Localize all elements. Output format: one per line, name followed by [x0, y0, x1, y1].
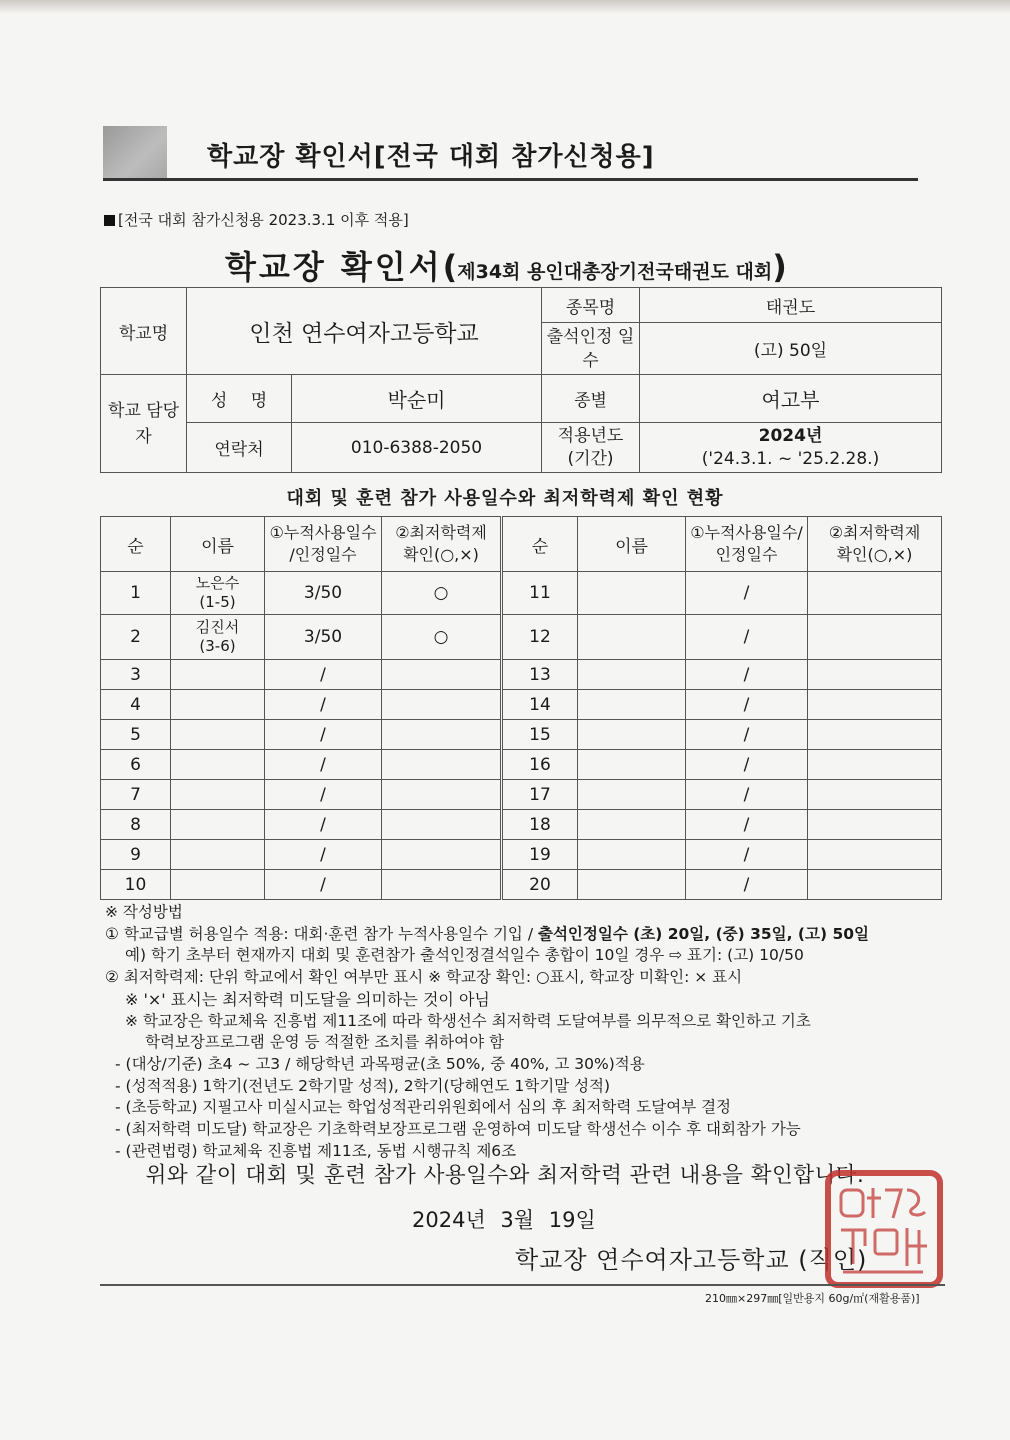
- student-name: 김진서: [195, 618, 240, 636]
- instruction-item-5: - (관련법령) 학교체육 진흥법 제11조, 동법 시행규칙 제6조: [115, 1141, 517, 1160]
- instruction-item-4: - (최저학력 미도달) 학교장은 기초학력보장프로그램 운영하여 미도달 학생선수 이수 후 대회참가 가능: [115, 1120, 801, 1139]
- issue-date: [412, 1204, 596, 1234]
- header-no-left: 순: [101, 517, 171, 572]
- square-bullet-icon: [104, 215, 115, 226]
- table-row: [101, 810, 942, 840]
- row-days: /: [686, 780, 808, 810]
- table-row: [101, 840, 942, 870]
- title-paren-close: ): [772, 248, 787, 286]
- header-name-right: 이름: [578, 517, 686, 572]
- row-days: 3/50: [265, 572, 382, 615]
- instruction-note-1: ※ '×' 표시는 최저학력 미도달을 의미하는 것이 아님: [125, 989, 490, 1009]
- official-seal-stamp: [823, 1168, 945, 1290]
- row-check: [808, 615, 942, 660]
- row-no: 2: [101, 615, 171, 660]
- sport-label: 종목명: [542, 288, 640, 323]
- header-days-right: [686, 517, 808, 572]
- row-days: /: [686, 750, 808, 780]
- school-label: 학교명: [101, 288, 187, 375]
- table-row: [101, 780, 942, 810]
- row-days: /: [265, 690, 382, 720]
- table-row: [101, 870, 942, 900]
- instruction-item-2: - (성적적용) 1학기(전년도 2학기말 성적), 2학기(당해연도 1학기말 성적): [115, 1076, 611, 1095]
- notice-line: [104, 209, 409, 230]
- year-value: 2024년: [758, 425, 823, 446]
- header-check-right: [808, 517, 942, 572]
- year-label-cell: [542, 423, 640, 473]
- row-check: [808, 572, 942, 615]
- header-check-left-2: 확인(○,×): [403, 545, 479, 564]
- row-no: 9: [101, 840, 171, 870]
- attend-value: (고) 50일: [640, 323, 942, 375]
- header-days-left-2: /인정일수: [289, 545, 357, 564]
- row-days: /: [265, 780, 382, 810]
- row-name: [171, 870, 265, 900]
- row-check: [808, 660, 942, 690]
- instruction-note-2b: 학력보장프로그램 운영 등 적절한 조치를 취하여야 함: [145, 1033, 504, 1052]
- date-month: 3월: [500, 1208, 535, 1232]
- row-name: [171, 615, 265, 660]
- row-name: [578, 572, 686, 615]
- instruction-1: [105, 924, 945, 946]
- row-days: /: [265, 720, 382, 750]
- row-name: [578, 750, 686, 780]
- scan-edge-shadow: [0, 0, 1010, 14]
- row-no: 1: [101, 572, 171, 615]
- year-sub-label: (기간): [567, 448, 614, 469]
- instruction-item-1: - (대상/기준) 초4 ~ 고3 / 해당학년 과목평균(초 50%, 중 40%, 고 30%)적용: [115, 1054, 645, 1073]
- header-check-left: [382, 517, 502, 572]
- row-check: [382, 720, 502, 750]
- row-name: [578, 870, 686, 900]
- row-name: [171, 660, 265, 690]
- school-value: 인천 연수여자고등학교: [187, 288, 542, 375]
- table-row: [101, 660, 942, 690]
- header-days-left: [265, 517, 382, 572]
- bottom-rule: [100, 1284, 945, 1286]
- row-no: 13: [502, 660, 578, 690]
- row-no: 3: [101, 660, 171, 690]
- row-check: [808, 810, 942, 840]
- row-name: [171, 690, 265, 720]
- row-name: [171, 840, 265, 870]
- title-paren-open: (: [442, 248, 458, 286]
- row-no: 6: [101, 750, 171, 780]
- row-days: /: [686, 720, 808, 750]
- row-check: [808, 780, 942, 810]
- row-check: [382, 780, 502, 810]
- document-title-main: 학교장 확인서: [225, 248, 443, 286]
- header-name-left: 이름: [171, 517, 265, 572]
- manager-label: 학교 담당자: [101, 375, 187, 473]
- contact-value: 010-6388-2050: [292, 423, 542, 473]
- row-name: [171, 572, 265, 615]
- row-days: /: [686, 810, 808, 840]
- instructions: [105, 902, 945, 1162]
- notice-text: [전국 대회 참가신청용 2023.3.1 이후 적용]: [118, 211, 409, 229]
- instruction-2: ② 최저학력제: 단위 학교에서 확인 여부만 표시 ※ 학교장 확인: ○표시, 학교장 미확인: × 표시: [105, 968, 743, 987]
- header-check-right-1: ②최저학력제: [828, 523, 921, 542]
- section-title: 대회 및 훈련 참가 사용일수와 최저학력제 확인 현황: [286, 488, 724, 509]
- row-days: /: [686, 660, 808, 690]
- name-label: 성 명: [187, 375, 292, 423]
- header-check-right-2: 확인(○,×): [836, 545, 913, 564]
- year-value-cell: [640, 423, 942, 473]
- gender-label: 종별: [542, 375, 640, 423]
- row-no: 16: [502, 750, 578, 780]
- row-days: /: [265, 660, 382, 690]
- attend-label: 출석인정 일수: [542, 323, 640, 375]
- row-check: [808, 690, 942, 720]
- gender-value: 여고부: [640, 375, 942, 423]
- table-row: [101, 750, 942, 780]
- row-name: [171, 780, 265, 810]
- row-no: 5: [101, 720, 171, 750]
- period-value: ('24.3.1. ~ '25.2.28.): [701, 448, 880, 469]
- banner-title: 학교장 확인서[전국 대회 참가신청용]: [207, 142, 655, 172]
- row-check: [382, 840, 502, 870]
- instructions-title: ※ 작성방법: [105, 903, 183, 921]
- header-days-left-1: ①누적사용일수: [269, 523, 377, 542]
- row-name: [578, 810, 686, 840]
- instruction-1-bold: 출석인정일수 (초) 20일, (중) 35일, (고) 50일: [537, 924, 870, 943]
- instruction-1-text: ① 학교급별 허용일수 적용: 대회·훈련 참가 누적사용일수 기입 /: [105, 924, 538, 943]
- row-no: 14: [502, 690, 578, 720]
- row-days: /: [686, 572, 808, 615]
- row-name: [578, 720, 686, 750]
- instruction-item-3: - (초등학교) 지필고사 미실시교는 학업성적관리위원회에서 심의 후 최저학력 도달여부 결정: [115, 1098, 732, 1117]
- year-label: 적용년도: [557, 425, 624, 446]
- table-row: [101, 690, 942, 720]
- name-value: 박순미: [292, 375, 542, 423]
- row-no: 4: [101, 690, 171, 720]
- row-days: 3/50: [265, 615, 382, 660]
- row-name: [578, 780, 686, 810]
- header-check-left-1: ②최저학력제: [395, 523, 487, 542]
- header-no-right: 순: [502, 517, 578, 572]
- confirmation-statement: 위와 같이 대회 및 훈련 참가 사용일수와 최저학력 관련 내용을 확인합니다.: [145, 1163, 865, 1188]
- instruction-note-2: ※ 학교장은 학교체육 진흥법 제11조에 따라 학생선수 최저학력 도달여부를 의무적으로 확인하고 기초: [125, 1011, 811, 1030]
- row-check: [808, 870, 942, 900]
- instruction-example: 예) 학기 초부터 현재까지 대회 및 훈련참가 출석인정결석일수 총합이 10일 경우 ⇨ 표기: (고) 10/50: [125, 946, 804, 965]
- row-no: 8: [101, 810, 171, 840]
- row-days: /: [265, 870, 382, 900]
- row-days: /: [265, 840, 382, 870]
- principal-signature: [515, 1240, 867, 1275]
- banner-underline: [103, 178, 918, 181]
- row-check: [382, 870, 502, 900]
- row-check: [382, 750, 502, 780]
- row-check: ○: [382, 572, 502, 615]
- row-name: [171, 750, 265, 780]
- row-no: 7: [101, 780, 171, 810]
- contact-label: 연락처: [187, 423, 292, 473]
- row-check: ○: [382, 615, 502, 660]
- table-row: [101, 572, 942, 615]
- document-title-event: 제34회 용인대총장기전국태권도 대회: [457, 261, 773, 283]
- row-days: /: [686, 840, 808, 870]
- row-no: 10: [101, 870, 171, 900]
- seal-label: (직인): [798, 1246, 868, 1274]
- row-name: [578, 615, 686, 660]
- row-no: 15: [502, 720, 578, 750]
- records-table: [100, 516, 942, 900]
- date-year: 2024년: [412, 1208, 486, 1232]
- student-grade: (3-6): [199, 637, 236, 655]
- row-days: /: [265, 750, 382, 780]
- table-row: [101, 615, 942, 660]
- info-table: [100, 287, 942, 473]
- paper-spec: 210㎜×297㎜[일반용지 60g/㎡(재활용품)]: [705, 1292, 920, 1305]
- header-days-right-1: ①누적사용일수/: [690, 523, 803, 542]
- sport-value: 태권도: [640, 288, 942, 323]
- row-name: [171, 810, 265, 840]
- row-check: [808, 750, 942, 780]
- row-no: 18: [502, 810, 578, 840]
- table-row: [101, 720, 942, 750]
- header-days-right-2: 인정일수: [715, 545, 778, 564]
- row-no: 12: [502, 615, 578, 660]
- principal-text: 학교장 연수여자고등학교: [515, 1246, 790, 1274]
- row-name: [578, 840, 686, 870]
- row-check: [382, 660, 502, 690]
- student-name: 노은수: [195, 574, 240, 592]
- document-title: [225, 242, 787, 288]
- row-days: /: [686, 870, 808, 900]
- banner-gray-block: [103, 126, 167, 180]
- row-check: [808, 840, 942, 870]
- date-day: 19일: [548, 1208, 596, 1232]
- row-name: [578, 690, 686, 720]
- row-no: 19: [502, 840, 578, 870]
- row-check: [382, 810, 502, 840]
- row-name: [578, 660, 686, 690]
- row-days: /: [265, 810, 382, 840]
- row-no: 17: [502, 780, 578, 810]
- row-name: [171, 720, 265, 750]
- row-check: [808, 720, 942, 750]
- row-days: /: [686, 615, 808, 660]
- row-days: /: [686, 690, 808, 720]
- header-banner: [103, 126, 918, 182]
- student-grade: (1-5): [199, 593, 236, 611]
- row-no: 20: [502, 870, 578, 900]
- row-no: 11: [502, 572, 578, 615]
- row-check: [382, 690, 502, 720]
